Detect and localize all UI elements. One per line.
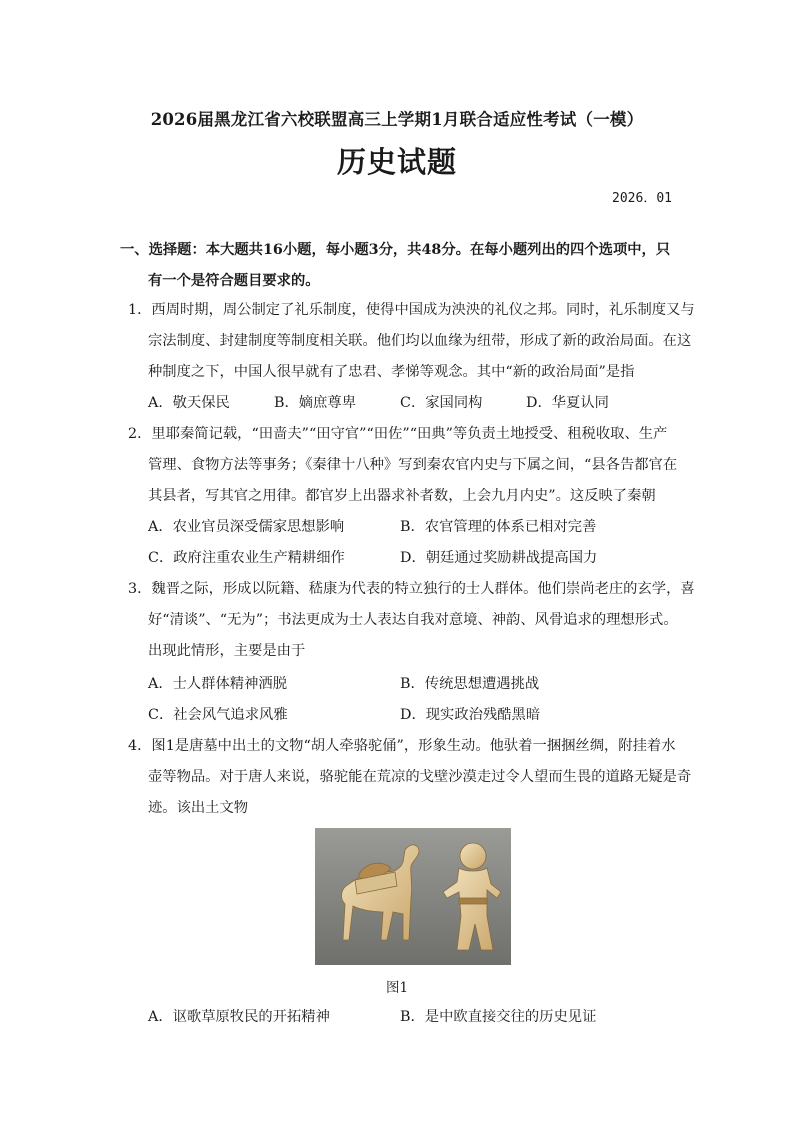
option-a[interactable]: A．讴歌草原牧民的开拓精神: [148, 1009, 330, 1025]
option-a[interactable]: A．敬天保民: [148, 395, 230, 411]
figurine-illustration: [315, 828, 511, 965]
question-2-line: 其县者，写其官之用律。都官岁上出器求补者数，上会九月内史”。这反映了秦朝: [148, 488, 656, 504]
exam-title: 2026届黑龙江省六校联盟高三上学期1月联合适应性考试（一模）: [150, 110, 644, 129]
question-3-line: 好“清谈”、“无为”；书法更成为士人表达自我对意境、神韵、风骨追求的理想形式。: [148, 612, 678, 628]
subject-title: 历史试题: [336, 145, 457, 179]
question-2: [128, 419, 676, 512]
option-b[interactable]: B．传统思想遭遇挑战: [400, 676, 540, 692]
option-c[interactable]: C．社会风气追求风雅: [148, 707, 288, 723]
question-1: [128, 295, 695, 388]
section-heading: [120, 235, 676, 297]
option-a[interactable]: A．士人群体精神洒脱: [148, 676, 287, 692]
question-2-options: [148, 512, 652, 574]
option-c[interactable]: C．政府注重农业生产精耕细作: [148, 550, 345, 566]
question-1-line: 种制度之下，中国人很早就有了忠君、孝悌等观念。其中“新的政治局面”是指: [148, 364, 635, 380]
question-3: [128, 574, 695, 667]
question-1-options: [148, 388, 652, 419]
exam-date: 2026．01: [612, 191, 672, 206]
question-4-line: 壶等物品。对于唐人来说，骆驼能在荒凉的戈壁沙漠走过令人望而生畏的道路无疑是奇: [148, 769, 692, 785]
section-heading-line-2: 有一个是符合题目要求的。: [148, 273, 320, 289]
camel-and-groom-figurine-photo: [315, 828, 511, 965]
option-b[interactable]: B．嫡庶尊卑: [274, 395, 356, 411]
option-d[interactable]: D．华夏认同: [526, 395, 609, 411]
question-4: [128, 731, 692, 824]
question-1-line: 1．西周时期，周公制定了礼乐制度，使得中国成为泱泱的礼仪之邦。同时，礼乐制度又与: [128, 302, 695, 318]
question-3-line: 出现此情形，主要是由于: [148, 643, 306, 659]
option-d[interactable]: D．现实政治残酷黑暗: [400, 707, 541, 723]
option-b[interactable]: B．是中欧直接交往的历史见证: [400, 1009, 597, 1025]
option-d[interactable]: D．朝廷通过奖励耕战提高国力: [400, 550, 598, 566]
figure-1-caption: 图1: [385, 980, 409, 996]
question-4-options: [148, 1002, 652, 1033]
option-a[interactable]: A．农业官员深受儒家思想影响: [148, 519, 345, 535]
question-2-line: 管理、食物方法等事务；《秦律十八种》写到秦农官内史与下属之间，“县各告都官在: [148, 457, 678, 473]
question-2-line: 2．里耶秦简记载，“田啬夫”“田守官”“田佐”“田典”等负责土地授受、租税收取、生产: [128, 426, 668, 442]
question-4-line: 4．图1是唐墓中出土的文物“胡人牵骆驼俑”，形象生动。他驮着一捆捆丝绸，附挂着水: [128, 738, 676, 754]
question-1-line: 宗法制度、封建制度等制度相关联。他们均以血缘为纽带，形成了新的政治局面。在这: [148, 333, 692, 349]
option-c[interactable]: C．家国同构: [400, 395, 483, 411]
option-b[interactable]: B．农官管理的体系已相对完善: [400, 519, 597, 535]
section-heading-line-1: 一、选择题：本大题共16小题，每小题3分，共48分。在每小题列出的四个选项中，只: [120, 242, 671, 258]
question-4-line: 迹。该出土文物: [148, 800, 249, 816]
question-3-options: [148, 669, 652, 731]
question-3-line: 3．魏晋之际，形成以阮籍、嵇康为代表的特立独行的士人群体。他们崇尚老庄的玄学，喜: [128, 581, 695, 597]
